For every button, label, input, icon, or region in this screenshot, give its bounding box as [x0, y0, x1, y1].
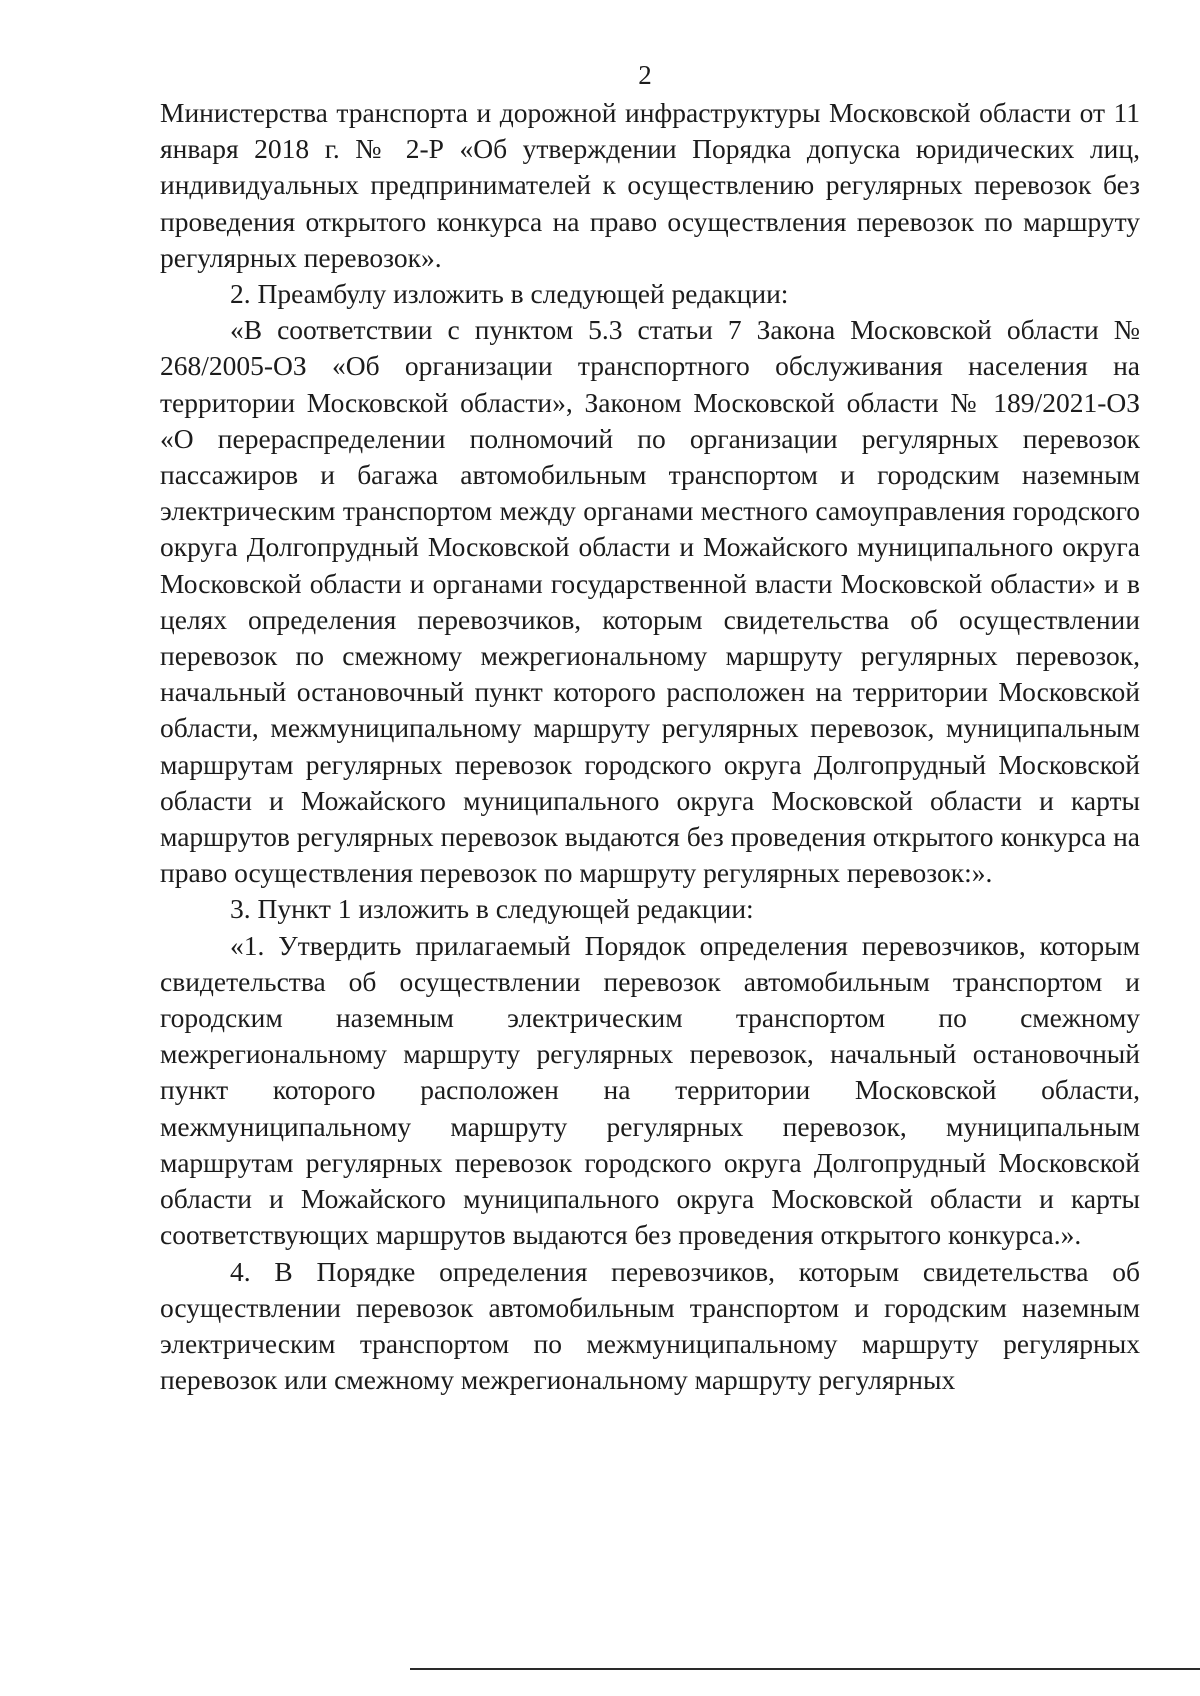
paragraph-item-1-text: «1. Утвердить прилагаемый Порядок определения перевозчиков, которым свидетельства об осуществлении перевозок автомобильным транспортом и городским наземным электрическим транспортом по смежному межрегиональному маршруту регулярных перевозок, начальный остановочный пункт которого расположен на территории Московской области, межмуниципальному маршруту регулярных перевозок, муниципальным маршрутам регулярных перевозок городского округа Долгопрудный Московской области и Можайского муниципального округа Московской области и карты соответствующих маршрутов выдаются без проведения открытого конкурса.».: [160, 929, 1140, 1251]
paragraph-item-4: 4. В Порядке определения перевозчиков, которым свидетельства об осуществлении перевозок автомобильным транспортом и городским наземным электрическим транспортом по межмуниципальному маршруту регулярных перевозок или смежному межрегиональному маршруту регулярных: [160, 1255, 1140, 1396]
document-body: [160, 95, 1140, 1398]
paragraph-item-3: 3. Пункт 1 изложить в следующей редакции:: [230, 893, 754, 925]
paragraph-continuation: Министерства транспорта и дорожной инфраструктуры Московской области от 11 января 2018 г. № 2-Р «Об утверждении Порядка допуска юридических лиц, индивидуальных предпринимателей к осуществлению регулярных перевозок без проведения открытого конкурса на право осуществления перевозок по маршруту регулярных перевозок».: [160, 97, 1140, 273]
paragraph-item-2: 2. Преамбулу изложить в следующей редакции:: [230, 278, 789, 310]
page-number: 2: [638, 60, 652, 90]
paragraph-preamble-text: «В соответствии с пунктом 5.3 статьи 7 Закона Московской области № 268/2005-ОЗ «Об организации транспортного обслуживания населения на территории Московской области», Законом Московской области № 189/2021-ОЗ «О перераспределении полномочий по организации регулярных перевозок пассажиров и багажа автомобильным транспортом и городским наземным электрическим транспортом между органами местного самоуправления городского округа Долгопрудный Московской области и Можайского муниципального округа Московской области и органами государственной власти Московской области» и в целях определения перевозчиков, которым свидетельства об осуществлении перевозок по смежному межрегиональному маршруту регулярных перевозок, начальный остановочный пункт которого расположен на территории Московской области, межмуниципальному маршруту регулярных перевозок, муниципальным маршрутам регулярных перевозок городского округа Долгопрудный Московской области и Можайского муниципального округа Московской области и карты маршрутов регулярных перевозок выдаются без проведения открытого конкурса на право осуществления перевозок по маршруту регулярных перевозок:».: [160, 314, 1140, 889]
bottom-rule: [410, 1668, 1200, 1670]
